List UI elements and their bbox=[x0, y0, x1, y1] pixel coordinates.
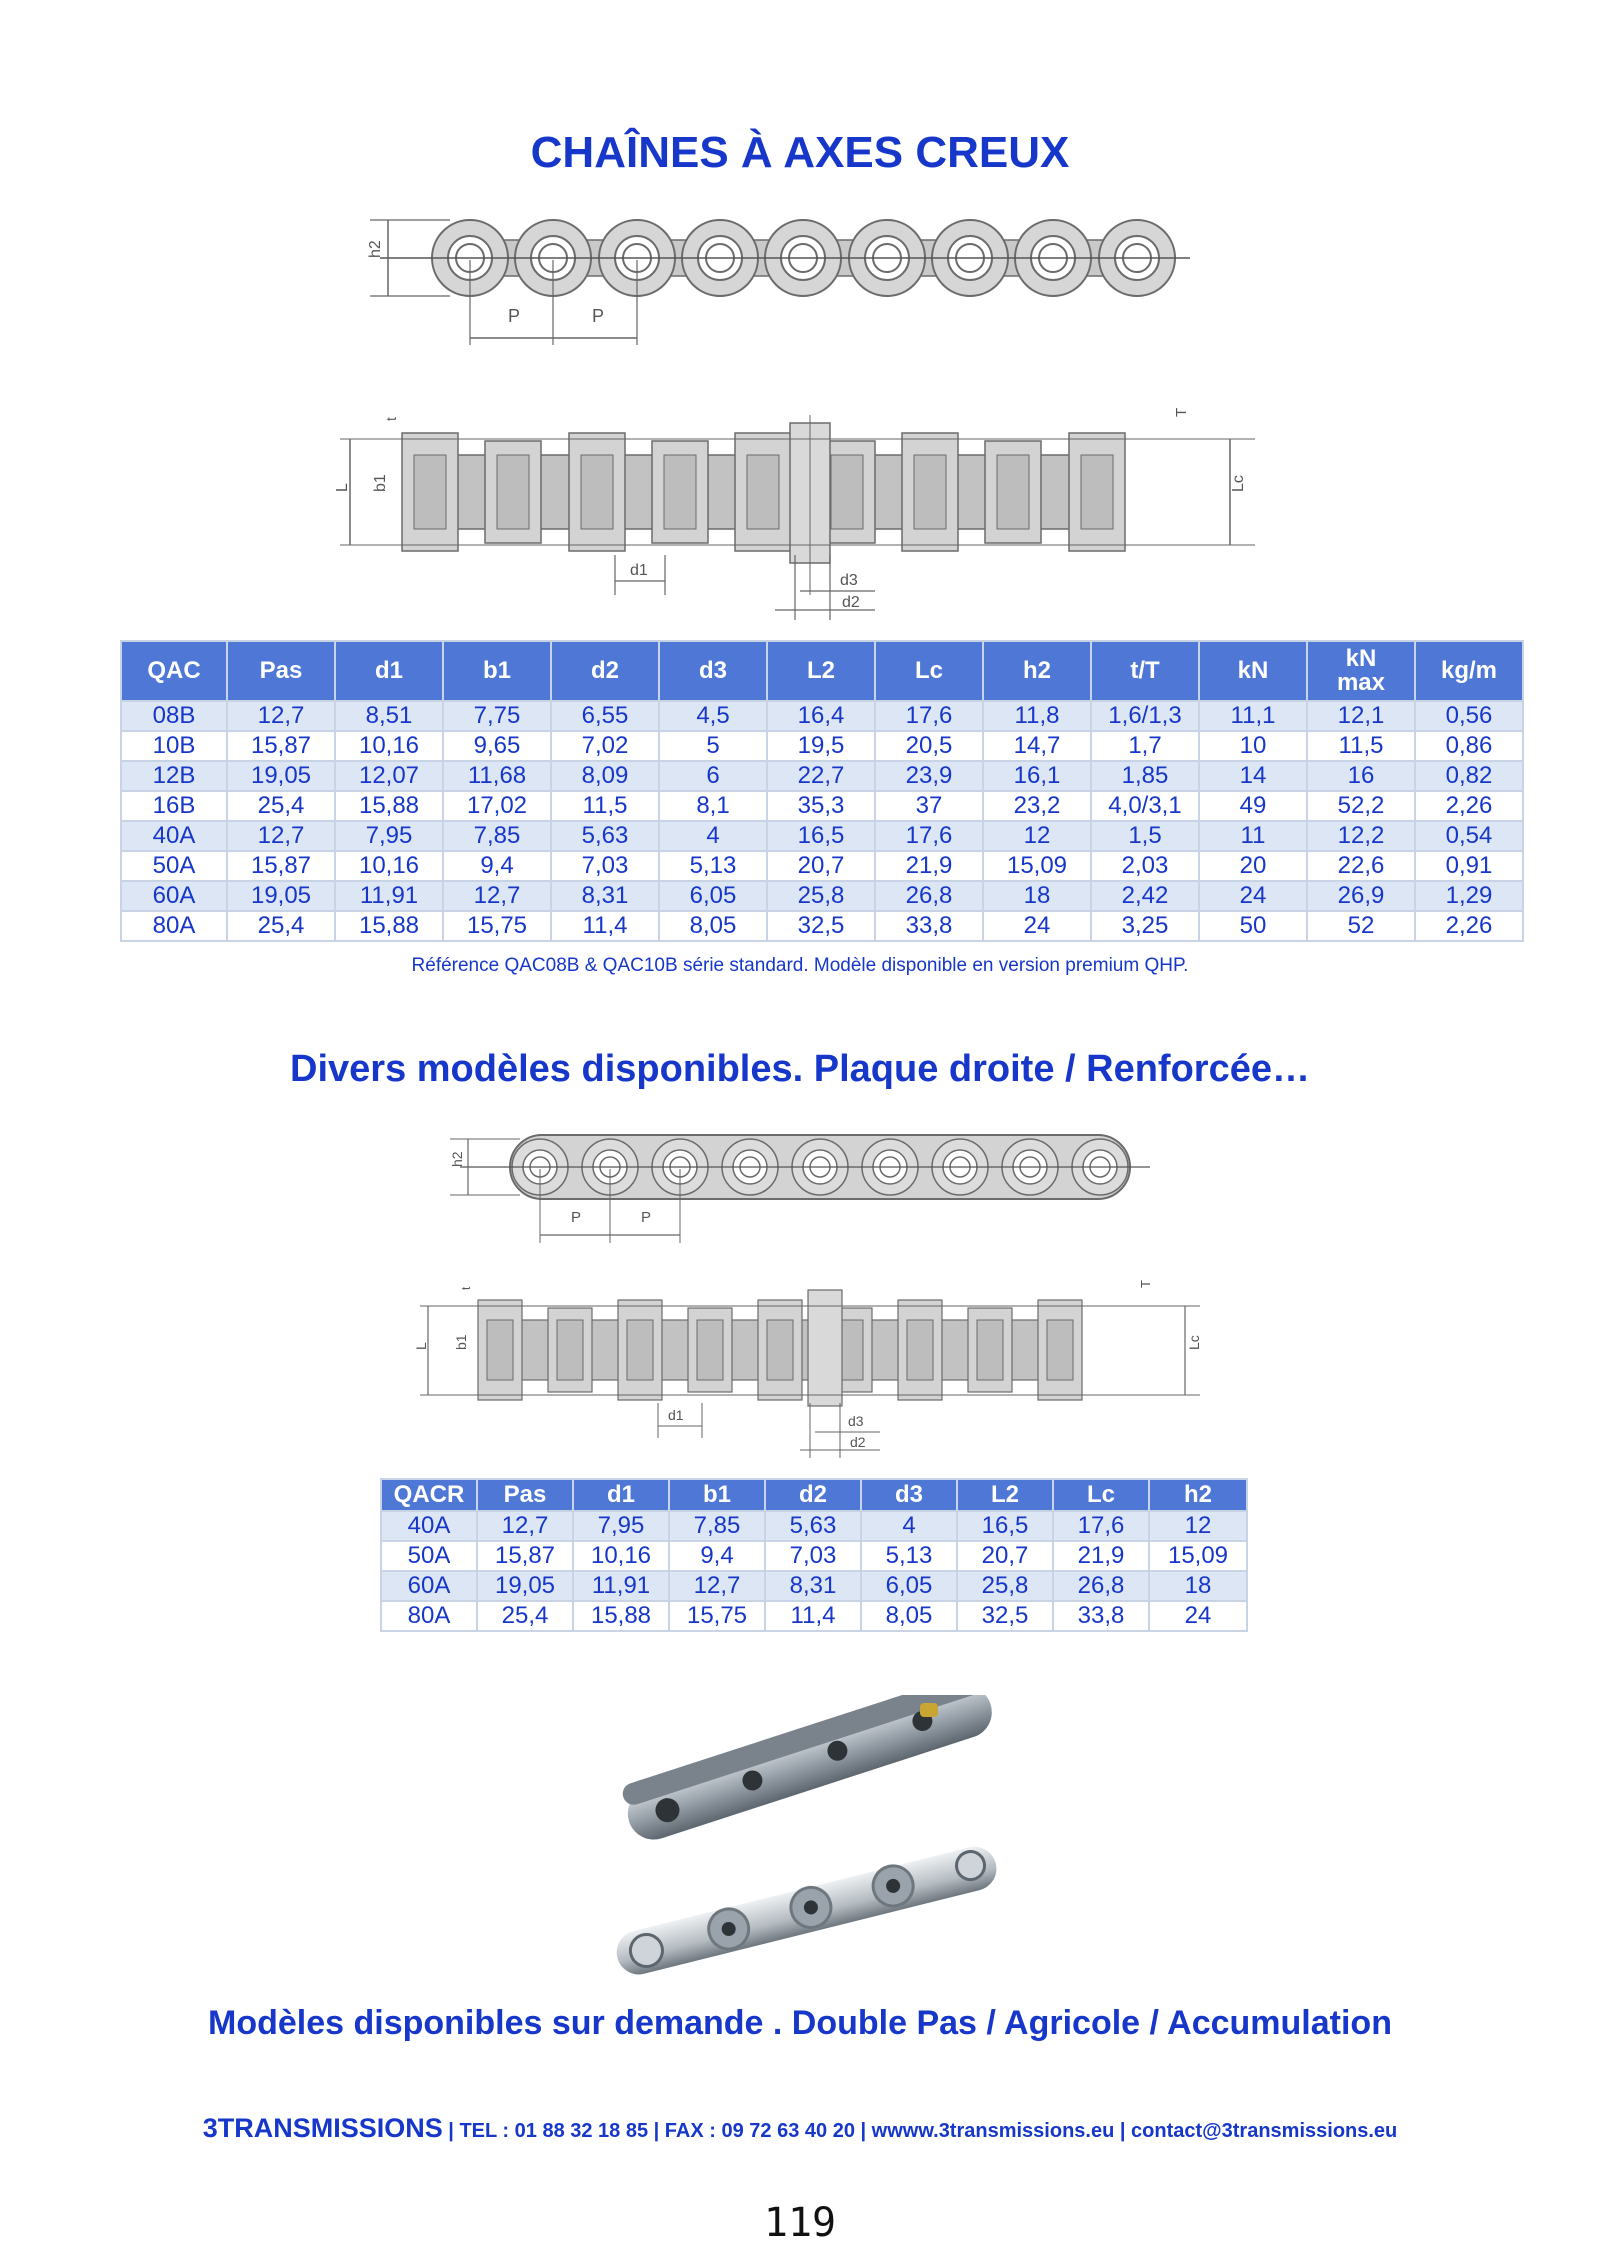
column-header: d3 bbox=[861, 1479, 957, 1511]
d2-label: d2 bbox=[842, 594, 860, 611]
table-cell: 6,05 bbox=[659, 881, 767, 911]
table-cell: 26,8 bbox=[875, 881, 983, 911]
table-cell: 15,87 bbox=[227, 851, 335, 881]
table-cell: 14 bbox=[1199, 761, 1307, 791]
table-cell: 22,6 bbox=[1307, 851, 1415, 881]
table-cell: 19,5 bbox=[767, 731, 875, 761]
table-row bbox=[381, 1601, 1247, 1631]
table-cell: 25,4 bbox=[227, 911, 335, 941]
table-cell: 20 bbox=[1199, 851, 1307, 881]
table-cell: 24 bbox=[1149, 1601, 1247, 1631]
table-cell: 25,8 bbox=[767, 881, 875, 911]
T-label-2: T bbox=[1138, 1280, 1153, 1288]
table-cell: 17,6 bbox=[875, 821, 983, 851]
d1-label: d1 bbox=[630, 562, 648, 579]
table-cell: 15,87 bbox=[227, 731, 335, 761]
table-cell: 11,91 bbox=[573, 1571, 669, 1601]
table-cell: 7,03 bbox=[765, 1541, 861, 1571]
table-cell: 15,88 bbox=[573, 1601, 669, 1631]
table-cell: 4,5 bbox=[659, 701, 767, 731]
table-cell: 8,31 bbox=[765, 1571, 861, 1601]
table-cell: 60A bbox=[121, 881, 227, 911]
column-header: L2 bbox=[957, 1479, 1053, 1511]
column-header: Pas bbox=[227, 641, 335, 701]
table-cell: 22,7 bbox=[767, 761, 875, 791]
footer-brand: 3TRANSMISSIONS bbox=[202, 2113, 443, 2143]
table-cell: 26,8 bbox=[1053, 1571, 1149, 1601]
table-cell: 19,05 bbox=[477, 1571, 573, 1601]
column-header: h2 bbox=[983, 641, 1091, 701]
table-cell: 10,16 bbox=[573, 1541, 669, 1571]
table-cell: 16,4 bbox=[767, 701, 875, 731]
table-cell: 11,4 bbox=[765, 1601, 861, 1631]
column-header: b1 bbox=[443, 641, 551, 701]
table-cell: 40A bbox=[121, 821, 227, 851]
table-cell: 16B bbox=[121, 791, 227, 821]
table-cell: 16,1 bbox=[983, 761, 1091, 791]
table-cell: 32,5 bbox=[957, 1601, 1053, 1631]
table-cell: 17,6 bbox=[875, 701, 983, 731]
page-number: 119 bbox=[763, 2200, 837, 2246]
section-title-on-demand: Modèles disponibles sur demande . Double Pas / Agricole / Accumulation bbox=[208, 2004, 1392, 2042]
table-cell: 7,02 bbox=[551, 731, 659, 761]
table-cell: 12,1 bbox=[1307, 701, 1415, 731]
table-cell: 08B bbox=[121, 701, 227, 731]
table-cell: 52,2 bbox=[1307, 791, 1415, 821]
table-cell: 8,05 bbox=[861, 1601, 957, 1631]
table-cell: 11 bbox=[1199, 821, 1307, 851]
Lc-label: Lc bbox=[1230, 475, 1247, 492]
table-cell: 5,63 bbox=[551, 821, 659, 851]
table-cell: 12,7 bbox=[443, 881, 551, 911]
table-row bbox=[121, 731, 1523, 761]
table-cell: 37 bbox=[875, 791, 983, 821]
table-cell: 4 bbox=[659, 821, 767, 851]
table-cell: 1,7 bbox=[1091, 731, 1199, 761]
table-cell: 5,13 bbox=[861, 1541, 957, 1571]
b1-label: b1 bbox=[372, 474, 389, 492]
table-cell: 23,2 bbox=[983, 791, 1091, 821]
table-cell: 15,09 bbox=[1149, 1541, 1247, 1571]
table-cell: 50 bbox=[1199, 911, 1307, 941]
table-cell: 15,75 bbox=[669, 1601, 765, 1631]
table-cell: 15,09 bbox=[983, 851, 1091, 881]
section-title-models: Divers modèles disponibles. Plaque droite / Renforcée… bbox=[290, 1048, 1310, 1090]
table-cell: 15,88 bbox=[335, 791, 443, 821]
table-cell: 52 bbox=[1307, 911, 1415, 941]
table-cell: 5 bbox=[659, 731, 767, 761]
table-cell: 12,07 bbox=[335, 761, 443, 791]
t-label-2: t bbox=[459, 1286, 473, 1290]
table-cell: 12,2 bbox=[1307, 821, 1415, 851]
table-cell: 1,6/1,3 bbox=[1091, 701, 1199, 731]
table-cell: 9,4 bbox=[669, 1541, 765, 1571]
table-cell: 8,1 bbox=[659, 791, 767, 821]
table-cell: 15,88 bbox=[335, 911, 443, 941]
table-cell: 2,42 bbox=[1091, 881, 1199, 911]
table-cell: 16,5 bbox=[957, 1511, 1053, 1541]
pitch-label-3: P bbox=[571, 1209, 582, 1226]
table-cell: 7,95 bbox=[573, 1511, 669, 1541]
column-header: t/T bbox=[1091, 641, 1199, 701]
pitch-label-1: P bbox=[508, 306, 521, 326]
table-cell: 11,8 bbox=[983, 701, 1091, 731]
table-cell: 0,56 bbox=[1415, 701, 1523, 731]
column-header: QACR bbox=[381, 1479, 477, 1511]
L-label: L bbox=[334, 483, 351, 492]
L-label-2: L bbox=[413, 1342, 429, 1350]
table-cell: 6 bbox=[659, 761, 767, 791]
table-cell: 32,5 bbox=[767, 911, 875, 941]
column-header: Lc bbox=[875, 641, 983, 701]
table-cell: 18 bbox=[1149, 1571, 1247, 1601]
table-cell: 19,05 bbox=[227, 881, 335, 911]
table-cell: 11,5 bbox=[551, 791, 659, 821]
page-title: CHAÎNES À AXES CREUX bbox=[530, 128, 1070, 177]
table-cell: 15,87 bbox=[477, 1541, 573, 1571]
table-cell: 26,9 bbox=[1307, 881, 1415, 911]
table-row bbox=[381, 1541, 1247, 1571]
table-cell: 0,91 bbox=[1415, 851, 1523, 881]
table-cell: 35,3 bbox=[767, 791, 875, 821]
column-header: Pas bbox=[477, 1479, 573, 1511]
table-cell: 80A bbox=[121, 911, 227, 941]
table-cell: 12 bbox=[983, 821, 1091, 851]
table-cell: 4 bbox=[861, 1511, 957, 1541]
pitch-label-2: P bbox=[592, 306, 605, 326]
table-cell: 16 bbox=[1307, 761, 1415, 791]
table-cell: 2,26 bbox=[1415, 911, 1523, 941]
table-cell: 20,5 bbox=[875, 731, 983, 761]
table-cell: 18 bbox=[983, 881, 1091, 911]
footer-contact-details: | TEL : 01 88 32 18 85 | FAX : 09 72 63 40 20 | wwww.3transmissions.eu | contact@3transmissions.eu bbox=[442, 2120, 1398, 2142]
qac-spec-table bbox=[120, 640, 1524, 942]
table-cell: 10 bbox=[1199, 731, 1307, 761]
table-cell: 15,75 bbox=[443, 911, 551, 941]
table-cell: 10B bbox=[121, 731, 227, 761]
table-cell: 7,95 bbox=[335, 821, 443, 851]
table-row bbox=[121, 851, 1523, 881]
table-cell: 11,68 bbox=[443, 761, 551, 791]
table-cell: 12 bbox=[1149, 1511, 1247, 1541]
table-cell: 12,7 bbox=[669, 1571, 765, 1601]
column-header: d2 bbox=[765, 1479, 861, 1511]
column-header: kg/m bbox=[1415, 641, 1523, 701]
table-cell: 8,09 bbox=[551, 761, 659, 791]
table-cell: 2,26 bbox=[1415, 791, 1523, 821]
table-cell: 1,5 bbox=[1091, 821, 1199, 851]
table-cell: 14,7 bbox=[983, 731, 1091, 761]
h2-label-2: h2 bbox=[449, 1151, 465, 1167]
table-cell: 40A bbox=[381, 1511, 477, 1541]
table-cell: 80A bbox=[381, 1601, 477, 1631]
chain-top-view-diagram bbox=[320, 395, 1280, 625]
column-header: b1 bbox=[669, 1479, 765, 1511]
reference-note: Référence QAC08B & QAC10B série standard. Modèle disponible en version premium QHP. bbox=[411, 955, 1189, 976]
table-cell: 9,65 bbox=[443, 731, 551, 761]
column-header: h2 bbox=[1149, 1479, 1247, 1511]
table-cell: 20,7 bbox=[957, 1541, 1053, 1571]
chain-side-view-diagram bbox=[360, 200, 1200, 350]
table-cell: 49 bbox=[1199, 791, 1307, 821]
column-header: d3 bbox=[659, 641, 767, 701]
table-cell: 17,02 bbox=[443, 791, 551, 821]
d2-label-2: d2 bbox=[850, 1434, 866, 1450]
table-row bbox=[121, 911, 1523, 941]
table-cell: 19,05 bbox=[227, 761, 335, 791]
T-label: T bbox=[1173, 407, 1190, 417]
table-cell: 0,54 bbox=[1415, 821, 1523, 851]
table-cell: 12,7 bbox=[227, 821, 335, 851]
column-header: d1 bbox=[335, 641, 443, 701]
table-cell: 8,51 bbox=[335, 701, 443, 731]
table-cell: 6,55 bbox=[551, 701, 659, 731]
table-cell: 60A bbox=[381, 1571, 477, 1601]
table-cell: 24 bbox=[983, 911, 1091, 941]
column-header: kN bbox=[1199, 641, 1307, 701]
table-cell: 3,25 bbox=[1091, 911, 1199, 941]
table-cell: 12,7 bbox=[227, 701, 335, 731]
column-header: kN max bbox=[1307, 641, 1415, 701]
table-cell: 12,7 bbox=[477, 1511, 573, 1541]
table-cell: 33,8 bbox=[1053, 1601, 1149, 1631]
table-cell: 5,63 bbox=[765, 1511, 861, 1541]
table-cell: 1,29 bbox=[1415, 881, 1523, 911]
table-cell: 11,1 bbox=[1199, 701, 1307, 731]
table-row bbox=[121, 701, 1523, 731]
table-cell: 6,05 bbox=[861, 1571, 957, 1601]
table-cell: 25,4 bbox=[477, 1601, 573, 1631]
table-cell: 8,05 bbox=[659, 911, 767, 941]
column-header: QAC bbox=[121, 641, 227, 701]
Lc-label-2: Lc bbox=[1186, 1335, 1202, 1350]
column-header: L2 bbox=[767, 641, 875, 701]
table-cell: 25,8 bbox=[957, 1571, 1053, 1601]
b1-label-2: b1 bbox=[453, 1334, 469, 1350]
table-cell: 4,0/3,1 bbox=[1091, 791, 1199, 821]
table-cell: 16,5 bbox=[767, 821, 875, 851]
table-cell: 17,6 bbox=[1053, 1511, 1149, 1541]
straight-plate-top-view-diagram bbox=[400, 1270, 1220, 1460]
table-cell: 24 bbox=[1199, 881, 1307, 911]
table-row bbox=[121, 821, 1523, 851]
column-header: d1 bbox=[573, 1479, 669, 1511]
table-cell: 21,9 bbox=[1053, 1541, 1149, 1571]
table-cell: 50A bbox=[121, 851, 227, 881]
t-label: t bbox=[383, 417, 399, 421]
table-cell: 1,85 bbox=[1091, 761, 1199, 791]
table-cell: 7,75 bbox=[443, 701, 551, 731]
table-cell: 8,31 bbox=[551, 881, 659, 911]
qacr-spec-table bbox=[380, 1478, 1248, 1632]
table-cell: 12B bbox=[121, 761, 227, 791]
table-cell: 2,03 bbox=[1091, 851, 1199, 881]
d1-label-2: d1 bbox=[668, 1407, 684, 1423]
table-cell: 10,16 bbox=[335, 851, 443, 881]
table-cell: 10,16 bbox=[335, 731, 443, 761]
table-cell: 7,85 bbox=[669, 1511, 765, 1541]
column-header: d2 bbox=[551, 641, 659, 701]
table-cell: 20,7 bbox=[767, 851, 875, 881]
table-row bbox=[121, 761, 1523, 791]
table-cell: 21,9 bbox=[875, 851, 983, 881]
table-cell: 33,8 bbox=[875, 911, 983, 941]
table-cell: 5,13 bbox=[659, 851, 767, 881]
h2-label: h2 bbox=[367, 240, 384, 258]
straight-plate-side-view-diagram bbox=[440, 1125, 1160, 1245]
table-cell: 7,85 bbox=[443, 821, 551, 851]
table-cell: 11,91 bbox=[335, 881, 443, 911]
footer-contact bbox=[0, 2113, 1600, 2144]
table-cell: 25,4 bbox=[227, 791, 335, 821]
table-cell: 50A bbox=[381, 1541, 477, 1571]
table-row bbox=[381, 1511, 1247, 1541]
table-cell: 0,82 bbox=[1415, 761, 1523, 791]
column-header: Lc bbox=[1053, 1479, 1149, 1511]
table-row bbox=[381, 1571, 1247, 1601]
chain-product-photo bbox=[600, 1695, 1020, 1985]
table-cell: 9,4 bbox=[443, 851, 551, 881]
table-cell: 0,86 bbox=[1415, 731, 1523, 761]
table-row bbox=[121, 791, 1523, 821]
table-row bbox=[121, 881, 1523, 911]
table-cell: 7,03 bbox=[551, 851, 659, 881]
table-cell: 11,5 bbox=[1307, 731, 1415, 761]
d3-label-2: d3 bbox=[848, 1413, 864, 1429]
table-cell: 23,9 bbox=[875, 761, 983, 791]
table-cell: 11,4 bbox=[551, 911, 659, 941]
d3-label: d3 bbox=[840, 572, 858, 589]
pitch-label-4: P bbox=[641, 1209, 652, 1226]
